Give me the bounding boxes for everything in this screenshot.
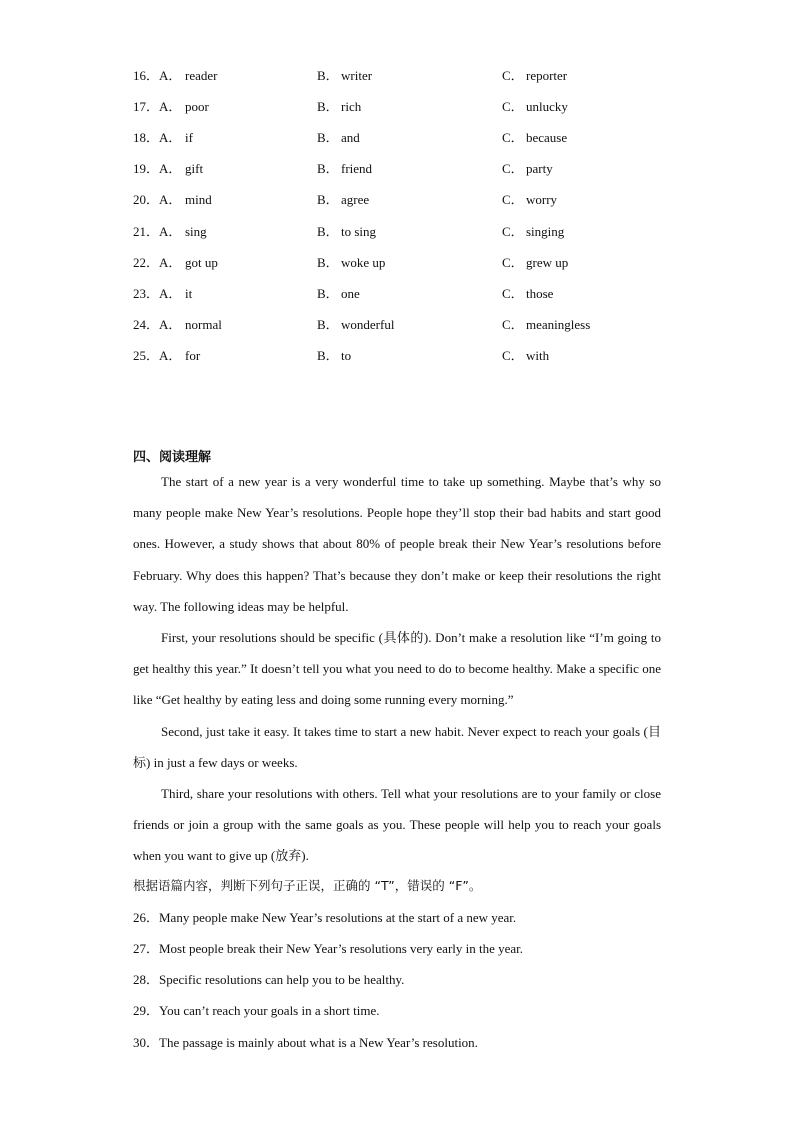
option-b-label: B． bbox=[317, 130, 339, 145]
question-number: 17．A． bbox=[133, 99, 182, 114]
option-a-text: got up bbox=[185, 255, 218, 270]
option-row bbox=[0, 128, 794, 148]
option-c-label: C． bbox=[502, 286, 524, 301]
option-b-text: wonderful bbox=[341, 317, 395, 332]
option-row bbox=[0, 253, 794, 273]
option-a-text: normal bbox=[185, 317, 222, 332]
option-row bbox=[0, 222, 794, 242]
question-number: 18．A． bbox=[133, 130, 182, 145]
option-c-text: unlucky bbox=[526, 99, 568, 114]
option-a-text: gift bbox=[185, 161, 204, 176]
option-b-label: B． bbox=[317, 99, 339, 114]
passage-paragraph: First, your resolutions should be specific (具体的). Don’t make a resolution like “I’m going to get healthy this year.” It doesn’t tell you what you need to do to become healthy. Make a specific one like “Get healthy by eating less and doing some running every morning.” bbox=[133, 630, 661, 708]
option-c-label: C． bbox=[502, 224, 524, 239]
option-c-text: reporter bbox=[526, 68, 568, 83]
option-c-text: singing bbox=[526, 224, 565, 239]
option-c-text: because bbox=[526, 130, 568, 145]
option-c-label: C． bbox=[502, 161, 524, 176]
option-b-text: rich bbox=[341, 99, 362, 114]
question-number: 20．A． bbox=[133, 192, 182, 207]
reading-passage bbox=[133, 466, 661, 872]
option-b-text: agree bbox=[341, 192, 370, 207]
option-b-text: to bbox=[341, 348, 352, 363]
option-c-label: C． bbox=[502, 192, 524, 207]
true-false-question: 28．Specific resolutions can help you to be healthy. bbox=[133, 972, 405, 987]
option-b-text: and bbox=[341, 130, 360, 145]
option-a-text: if bbox=[185, 130, 193, 145]
true-false-question: 29．You can’t reach your goals in a short time. bbox=[133, 1003, 380, 1018]
option-c-label: C． bbox=[502, 130, 524, 145]
option-a-text: for bbox=[185, 348, 201, 363]
option-b-text: to sing bbox=[341, 224, 377, 239]
option-b-text: friend bbox=[341, 161, 373, 176]
option-a-text: mind bbox=[185, 192, 212, 207]
option-a-text: reader bbox=[185, 68, 218, 83]
option-b-label: B． bbox=[317, 68, 339, 83]
true-false-question: 26．Many people make New Year’s resolutions at the start of a new year. bbox=[133, 910, 517, 925]
question-number: 25．A． bbox=[133, 348, 182, 363]
question-number: 22．A． bbox=[133, 255, 182, 270]
option-b-label: B． bbox=[317, 255, 339, 270]
option-b-text: writer bbox=[341, 68, 373, 83]
passage-paragraph: The start of a new year is a very wonderful time to take up something. Maybe that’s why so many people make New Year’s resolutions. People hope they’ll stop their bad habits and start good ones. However, a study shows that about 80% of people break their New Year’s resolutions before February. Why does this happen? That’s because they don’t make or keep their resolutions the right way. The following ideas may be helpful. bbox=[133, 474, 661, 614]
option-c-label: C． bbox=[502, 68, 524, 83]
option-c-label: C． bbox=[502, 255, 524, 270]
option-a-text: poor bbox=[185, 99, 209, 114]
option-b-text: woke up bbox=[341, 255, 386, 270]
option-b-label: B． bbox=[317, 317, 339, 332]
option-b-text: one bbox=[341, 286, 360, 301]
option-c-label: C． bbox=[502, 348, 524, 363]
instruction-text: 根据语篇内容，判断下列句子正误，正确的 “T”，错误的 “F”。 bbox=[133, 878, 482, 893]
true-false-question: 30．The passage is mainly about what is a New Year’s resolution. bbox=[133, 1035, 478, 1050]
option-b-label: B． bbox=[317, 192, 339, 207]
option-c-label: C． bbox=[502, 317, 524, 332]
option-c-text: those bbox=[526, 286, 554, 301]
option-a-text: sing bbox=[185, 224, 207, 239]
option-c-text: party bbox=[526, 161, 553, 176]
section-title: 四、阅读理解 bbox=[133, 450, 212, 465]
option-row bbox=[0, 159, 794, 179]
true-false-question: 27．Most people break their New Year’s resolutions very early in the year. bbox=[133, 941, 524, 956]
question-number: 21．A． bbox=[133, 224, 182, 239]
question-number: 16．A． bbox=[133, 68, 182, 83]
option-c-text: with bbox=[526, 348, 550, 363]
option-b-label: B． bbox=[317, 161, 339, 176]
option-c-label: C． bbox=[502, 99, 524, 114]
option-row bbox=[0, 315, 794, 335]
option-a-text: it bbox=[185, 286, 193, 301]
question-number: 19．A． bbox=[133, 161, 182, 176]
passage-paragraph: Third, share your resolutions with others. Tell what your resolutions are to your family or close friends or join a group with the same goals as you. These people will help you to reach your goals when you want to give up (放弃). bbox=[133, 786, 661, 864]
option-row bbox=[0, 97, 794, 117]
question-number: 24．A． bbox=[133, 317, 182, 332]
option-row bbox=[0, 284, 794, 304]
option-b-label: B． bbox=[317, 348, 339, 363]
option-c-text: grew up bbox=[526, 255, 569, 270]
option-c-text: worry bbox=[526, 192, 558, 207]
option-c-text: meaningless bbox=[526, 317, 591, 332]
question-number: 23．A． bbox=[133, 286, 182, 301]
option-row bbox=[0, 346, 794, 366]
option-b-label: B． bbox=[317, 224, 339, 239]
option-row bbox=[0, 190, 794, 210]
option-b-label: B． bbox=[317, 286, 339, 301]
passage-paragraph: Second, just take it easy. It takes time to start a new habit. Never expect to reach your goals (目标) in just a few days or weeks. bbox=[133, 723, 661, 770]
option-row bbox=[0, 66, 794, 86]
